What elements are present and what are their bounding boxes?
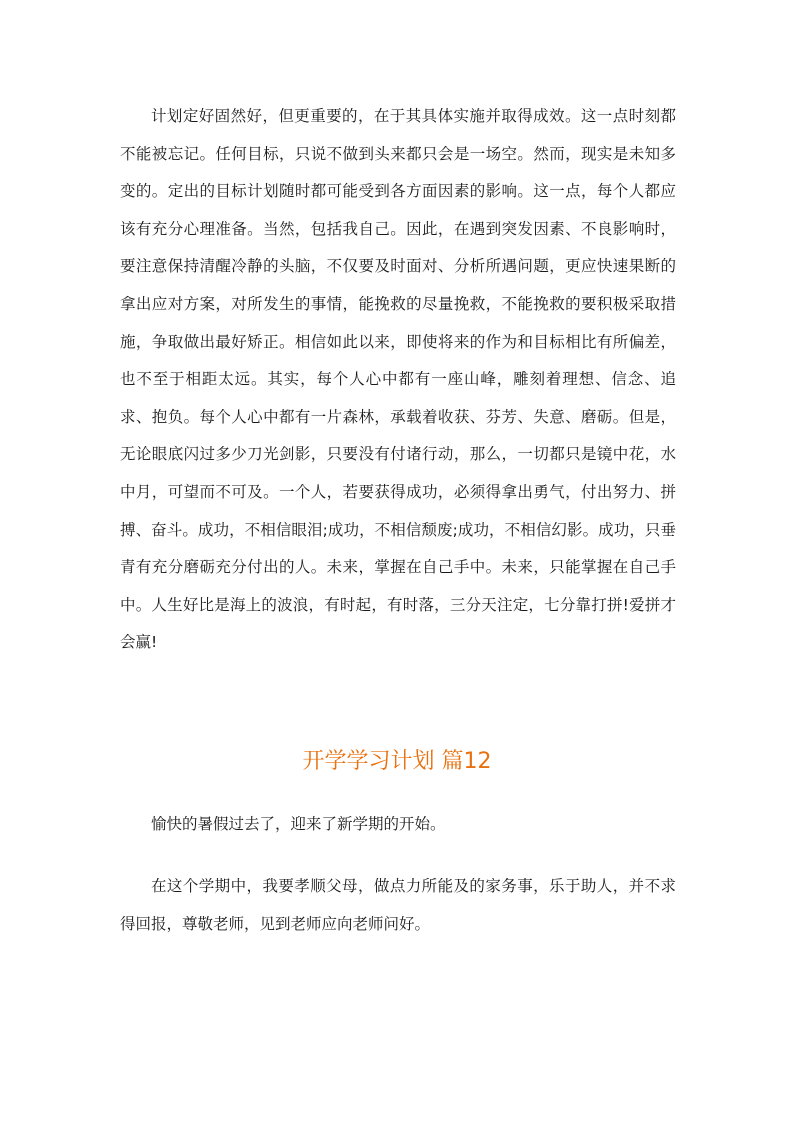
body-paragraph-new-semester: 愉快的暑假过去了，迎来了新学期的开始。	[151, 815, 446, 833]
section-heading: 开学学习计划 篇12	[302, 749, 492, 774]
body-paragraph-plan-execution: 计划定好固然好，但更重要的，在于其具体实施并取得成效。这一点时刻都不能被忘记。任何目标，只说不做到头来都只会是一场空。然而，现实是未知多变的。定出的目标计划随时都可能受到各方面因素的影响。这一点，每个人都应该有充分心理准备。当然，包括我自己。因此，在遇到突发因素、不良影响时，要注意保持清醒冷静的头脑，不仅要及时面对、分析所遇问题，更应快速果断的拿出应对方案，对所发生的事情，能挽救的尽量挽救，不能挽救的要积极采取措施，争取做出最好矫正。相信如此以来，即使将来的作为和目标相比有所偏差，也不至于相距太远。其实，每个人心中都有一座山峰，雕刻着理想、信念、追求、抱负。每个人心中都有一片森林，承载着收获、芬芳、失意、磨砺。但是，无论眼底闪过多少刀光剑影，只要没有付诸行动，那么，一切都只是镜中花，水中月，可望而不可及。一个人，若要获得成功，必须得拿出勇气，付出努力、拼搏、奋斗。成功，不相信眼泪;成功，不相信颓废;成功，不相信幻影。成功，只垂青有充分磨砺充分付出的人。未来，掌握在自己手中。未来，只能掌握在自己手中。人生好比是海上的波浪，有时起，有时落，三分天注定，七分靠打拼!爱拼才会赢!	[120, 107, 676, 652]
body-paragraph-semester-goals: 在这个学期中，我要孝顺父母，做点力所能及的家务事，乐于助人，并不求得回报，尊敬老师，见到老师应向老师问好。	[120, 877, 676, 933]
